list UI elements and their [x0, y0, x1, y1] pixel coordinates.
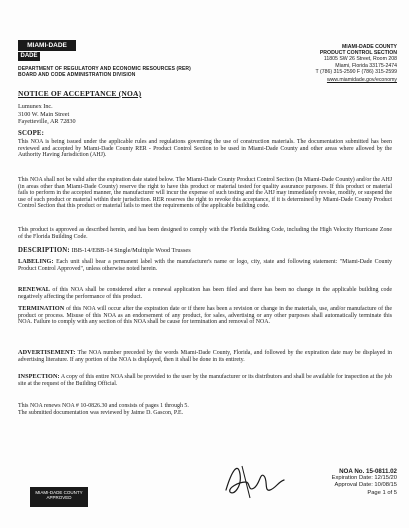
header-phone: T (786) 315-2590 F (786) 315-2599 — [315, 68, 397, 75]
address-line2: 3100 W. Main Street — [18, 110, 70, 118]
department-name — [18, 66, 191, 78]
description-text: IBB-14/EBB-14 Single/Multiple Wood Trusses — [71, 247, 191, 254]
address-line1: Lumunex Inc. — [18, 103, 53, 110]
noa-title: NOTICE OF ACCEPTANCE (NOA) — [18, 89, 142, 98]
labeling-heading: LABELING: — [18, 258, 54, 265]
renewal-section — [18, 287, 392, 300]
advertisement-text: The NOA number preceded by the words Miami-Dade County, Florida, and followed by the expiration date may be displayed in advertising literature. If any portion of the NOA is displayed, then it shall be done in its entirety. — [18, 350, 392, 363]
header-section: PRODUCT CONTROL SECTION — [319, 50, 397, 57]
department-line2: BOARD AND CODE ADMINISTRATION DIVISION — [18, 72, 136, 78]
labeling-section — [18, 259, 392, 272]
renewal-heading: RENEWAL — [18, 286, 50, 293]
closing-section — [18, 403, 392, 416]
approval-date: Approval Date: 10/08/15 — [334, 482, 397, 489]
stamp-line1: MIAMI-DADE COUNTY — [35, 490, 83, 495]
closing-line2: The submitted documentation was reviewed by Jaime D. Gascon, P.E. — [18, 409, 184, 416]
inspection-text: A copy of this entire NOA shall be provided to the user by the manufacturer or its distributors and shall be available for inspection at the job site at the request of the Building Official. — [18, 374, 392, 387]
recipient-address — [18, 103, 76, 126]
county-logo — [18, 40, 76, 64]
expiration-date: Expiration Date: 12/15/20 — [331, 475, 397, 482]
logo-bar: MIAMI-DADE — [18, 40, 76, 51]
header-address2: Miami, Florida 33175-2474 — [335, 62, 397, 69]
termination-section — [18, 306, 392, 326]
approval-stamp — [30, 487, 88, 507]
page-number: Page 1 of 5 — [367, 489, 397, 496]
logo-sub: DADE — [18, 52, 40, 61]
scope-paragraph-2: This NOA shall not be valid after the expiration date stated below. The Miami-Dade County Product Control Section (In Miami-Dade County) and/or the AHJ (in areas other than Miami-Dade County) reserve the right to have this product or material tested for quality assurance purposes. If this product or material fails to perform in the accepted manner, the manufacturer will incur the expense of such testing and the AHJ may immediately revoke, modify, or suspend the use of such product or material within their jurisdiction. RER reserves the right to revoke this acceptance, if it is determined by Miami-Dade County Product Control Section that this product or material fails to meet the requirements of the applicable building code. — [18, 177, 392, 210]
termination-heading: TERMINATION — [18, 305, 65, 312]
advertisement-heading: ADVERTISEMENT: — [18, 349, 76, 356]
inspection-section — [18, 374, 392, 387]
header-address1: 11805 SW 26 Street, Room 208 — [323, 56, 397, 63]
header-contact — [247, 44, 397, 83]
scope-paragraph-1: This NOA is being issued under the applicable rules and regulations governing the use of construction materials. The documentation submitted has been reviewed and accepted by Miami-Dade County RER - Product Control Section to be used in Miami-Dade County and other areas where allowed by the Authority Having Jurisdiction (AHJ). — [18, 139, 392, 159]
inspection-heading: INSPECTION: — [18, 373, 60, 380]
noa-number: NOA No. 15-0811.02 — [339, 468, 397, 475]
header-org: MIAMI-DADE COUNTY — [341, 44, 397, 50]
address-line3: Fayetteville, AR 72830 — [18, 118, 76, 125]
scope-paragraph-3: This product is approved as described herein, and has been designed to comply with the Florida Building Code, including the High Velocity Hurricane Zone of the Florida Building Code. — [18, 227, 392, 240]
termination-text: of this NOA will occur after the expiration date or if there has been a revision or change in the materials, use, and/or manufacture of the product or process. Misuse of this NOA as an endorsement of any product, for sales, advertising or any other purposes shall automatically terminate this NOA. Failure to comply with any section of this NOA shall be cause for termination and removal of NOA. — [18, 306, 392, 326]
header-url[interactable]: www.miamidade.gov/economy — [326, 77, 397, 84]
description-section — [18, 248, 392, 255]
description-heading: DESCRIPTION: — [18, 247, 70, 254]
department-line1: DEPARTMENT OF REGULATORY AND ECONOMIC RESOURCES (RER) — [18, 66, 191, 72]
labeling-text: Each unit shall bear a permanent label with the manufacturer's name or logo, city, state and following statement: "Miami-Dade County Product Control Approved", unless otherwise noted herein. — [18, 259, 392, 272]
advertisement-section — [18, 350, 392, 363]
renewal-text: of this NOA shall be considered after a renewal application has been filed and there has been no change in the applicable building code negatively affecting the performance of this product. — [18, 287, 393, 300]
stamp-line2: APPROVED — [46, 495, 72, 501]
scope-heading: SCOPE: — [18, 130, 45, 137]
closing-line1: This NOA renews NOA # 10-0826.30 and consists of pages 1 through 5. — [18, 403, 189, 409]
noa-footer — [332, 468, 397, 497]
signature-icon — [220, 452, 290, 502]
